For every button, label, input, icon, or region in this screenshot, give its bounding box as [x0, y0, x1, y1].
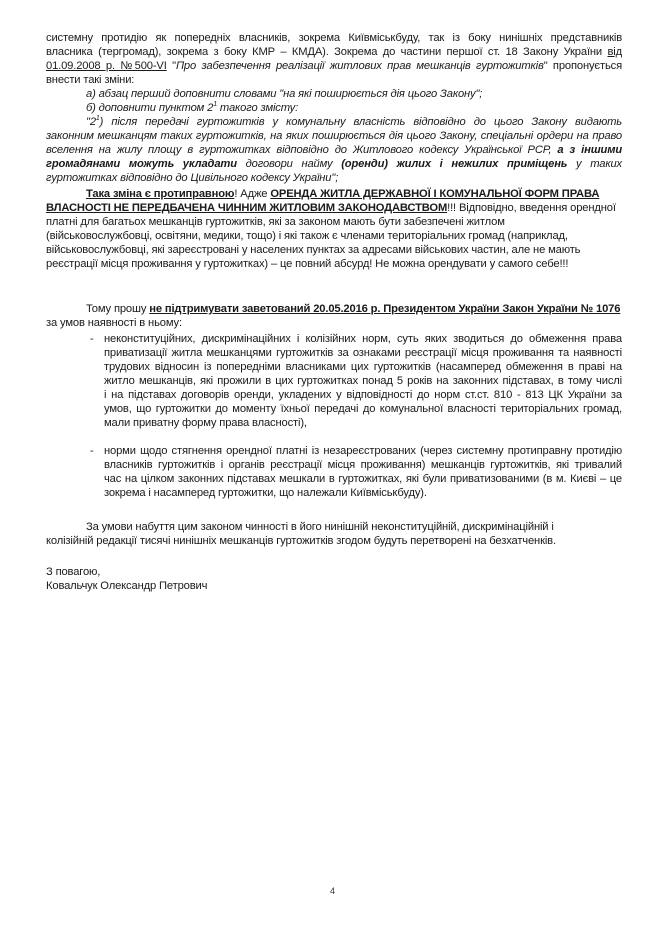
page-number: 4: [330, 886, 336, 896]
signature-closing: З повагою,: [46, 566, 101, 578]
quote-text: договори найму: [236, 158, 342, 170]
intro-line-1: системну протидію як попередніх власників, зокрема Київміськбуду, так із боку нинішніх представників: [46, 32, 622, 44]
objection-line-4: (військовослужбовці, освітяни, медики, тощо) і які також є членами територіальних громад (наприклад,: [46, 230, 568, 242]
amendment-b-text: б) доповнити пунктом 2: [86, 102, 214, 114]
amendment-b: [86, 101, 298, 115]
objection-line-1: [86, 187, 599, 201]
quote-line-1: [86, 115, 622, 129]
objection-line-3: платні для багатьох мешканців гуртожитків, які за законом мають бути забезпечені житлом: [46, 216, 505, 228]
intro-line-2: [46, 45, 622, 59]
bullet-2-line-1: норми щодо стягнення орендної платні із незареєстрованих (через системну протиправну протидію: [104, 445, 622, 457]
intro-line-3: [46, 59, 622, 73]
quote-text: у таких: [567, 158, 623, 170]
intro-text: власника (тергромад), зокрема з боку КМР – КМДА). Зокрема до частини першої ст. 18 Закону України: [46, 46, 608, 58]
quote-bold: а з іншими: [557, 144, 623, 156]
objection-line-2: [46, 201, 616, 215]
quote-line-3: [46, 143, 622, 157]
request-emphasis: не підтримувати заветований 20.05.2016 р. Президентом України Закон України № 1076: [149, 303, 621, 315]
quote-bold: громадянами можуть укладати: [46, 158, 237, 170]
quote-line-4: [46, 157, 622, 171]
bullet-2-line-3: час на цілком законних підставах мешкали в гуртожитках, які були приватизованими (в м. Києві – це: [104, 473, 622, 485]
request-line-1: [86, 302, 620, 316]
quote-text: вселення на жилу площу в гуртожитках відповідно до Житлового кодексу Української РСР,: [46, 144, 558, 156]
intro-text-end: " пропонується: [543, 60, 622, 72]
objection-text: !!! Відповідно, введення орендної: [447, 202, 616, 214]
bullet-2-line-2: власників гуртожитків і органів реєстрації місця проживання) мешканців гуртожитків, які тривалий: [104, 459, 622, 471]
conclusion-line-1: За умови набуття цим законом чинності в його нинішній неконституційній, дискримінаційній і: [86, 521, 554, 533]
intro-line-4: внести такі зміни:: [46, 74, 135, 86]
bullet-1-line-3: трудових відносин із попередніми власниками цих гуртожитків (насамперед обмеження в праві на: [104, 361, 622, 373]
quote-start: "2: [86, 116, 96, 128]
objection-text: ! Адже: [234, 188, 271, 200]
bullet-marker: -: [90, 333, 94, 345]
request-line-2: за умов наявності в ньому:: [46, 317, 182, 329]
quote-bold: (оренди) жилих і нежилих приміщень: [341, 158, 568, 170]
bullet-1-line-1: неконституційних, дискримінаційних і колізійних норм, суть яких зводиться до обмеження права: [104, 333, 622, 345]
bullet-2-line-4: зокрема і насамперед гуртожитки, що належали Київміськбуду).: [104, 487, 427, 499]
bullet-1-line-4: житло мешканців, які прожили в цих гуртожитках понад 5 років на законних підставах, в тому числі: [104, 375, 622, 387]
objection-emphasis: ВЛАСНОСТІ НЕ ПЕРЕДБАЧЕНА ЧИННИМ ЖИТЛОВИМ ЗАКОНОДАВСТВОМ: [46, 202, 448, 214]
law-number: 01.09.2008 р. №500-VI: [46, 60, 167, 72]
request-text: Тому прошу: [86, 303, 150, 315]
superscript: 1: [95, 115, 100, 122]
objection-emphasis: ОРЕНДА ЖИТЛА ДЕРЖАВНОЇ І КОМУНАЛЬНОЇ ФОРМ ПРАВА: [270, 188, 600, 200]
quote-line-2: законним мешканцям таких гуртожитків, на яких поширюється дія цього Закону, спеціальні ордери на право: [46, 130, 622, 142]
objection-heading: Така зміна є протиправною: [86, 188, 235, 200]
bullet-1-line-5: і на підставах договорів оренди, укладених у відповідності до норм ст.ст. 810 - 813 ЦК України за: [104, 389, 622, 401]
bullet-marker: -: [90, 445, 94, 457]
bullet-1-line-2: приватизації житла мешканцями гуртожитків за ознаками реєстрації місця проживання та наявності: [104, 347, 622, 359]
conclusion-line-2: колізійній редакції тисячі нинішніх мешканців гуртожитків згодом будуть перетворені на безхатченків.: [46, 535, 556, 547]
law-title: Про забезпечення реалізації житлових прав мешканців гуртожитків: [175, 60, 544, 72]
signature-name: Ковальчук Олександр Петрович: [46, 580, 208, 592]
quote-text: ) після передачі гуртожитків у комунальну власність відповідно до цього Закону видають: [99, 116, 622, 128]
quote-line-5: гуртожитках відповідно до Цивільного кодексу України";: [46, 172, 339, 184]
objection-line-6: реєстрації місця проживання у гуртожитках) – це повний абсурд! Не можна орендувати у самого себе!!!: [46, 258, 569, 270]
quote-open: ": [166, 60, 176, 72]
bullet-1-line-7: мали приватну форму права власності),: [104, 417, 307, 429]
superscript: 1: [213, 101, 217, 108]
law-date-link-part: від: [607, 46, 622, 58]
objection-line-5: військовослужбовці, які зареєстровані у населених пунктах за адресами військових частин, але не мають: [46, 244, 581, 256]
amendment-b-text-end: такого змісту:: [216, 102, 299, 114]
amendment-a: а) абзац перший доповнити словами "на які поширюється дія цього Закону";: [86, 88, 483, 100]
bullet-1-line-6: умов, що гуртожитки до моменту їхньої передачі до комунальної власності територіальних громад,: [104, 403, 622, 415]
